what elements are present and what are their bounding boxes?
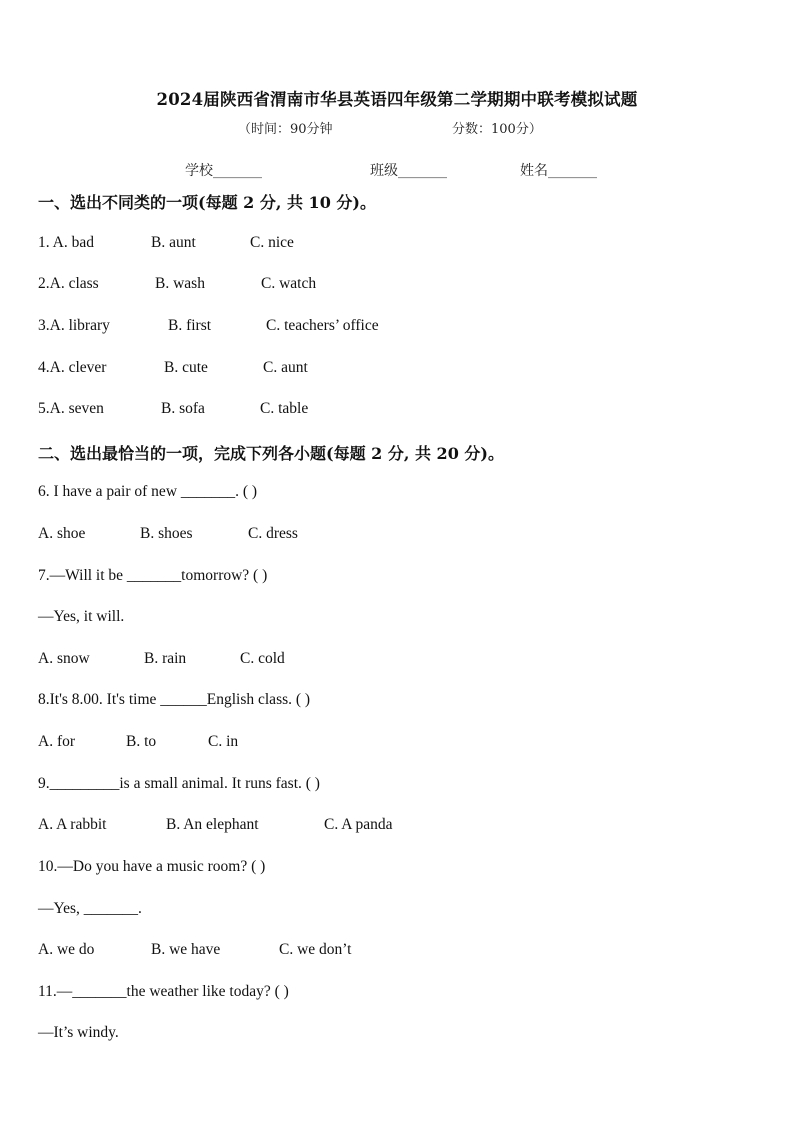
- q1-option-b[interactable]: B. aunt: [151, 234, 196, 251]
- q5-option-c[interactable]: C. table: [260, 400, 309, 417]
- exam-score: 分数：100分）: [452, 122, 542, 137]
- q6-option-c[interactable]: C. dress: [248, 525, 298, 542]
- page-title: 2024届陕西省渭南市华县英语四年级第二学期期中联考模拟试题: [156, 90, 638, 109]
- q10-option-a[interactable]: A. we do: [38, 941, 95, 958]
- q7-option-a[interactable]: A. snow: [38, 650, 90, 667]
- q9-option-a[interactable]: A. A rabbit: [38, 816, 107, 833]
- q2-option-b[interactable]: B. wash: [155, 275, 205, 292]
- q10-option-b[interactable]: B. we have: [151, 941, 221, 958]
- q3-option-a[interactable]: 3.A. library: [38, 317, 110, 334]
- q9-option-b[interactable]: B. An elephant: [166, 816, 259, 833]
- q6-option-b[interactable]: B. shoes: [140, 525, 193, 542]
- q10-answer-line: —Yes, _______.: [38, 900, 142, 917]
- name-field[interactable]: 姓名_______: [520, 163, 597, 179]
- q4-option-c[interactable]: C. aunt: [263, 359, 308, 376]
- q8-option-c[interactable]: C. in: [208, 733, 239, 750]
- question-7: 7.—Will it be _______tomorrow? ( ): [38, 567, 268, 584]
- question-10: 10.—Do you have a music room? ( ): [38, 858, 266, 875]
- question-6: 6. I have a pair of new _______. ( ): [38, 483, 258, 500]
- question-9: 9._________is a small animal. It runs fast. ( ): [38, 775, 320, 792]
- q11-answer-line: —It’s windy.: [38, 1024, 119, 1041]
- q4-option-a[interactable]: 4.A. clever: [38, 359, 107, 376]
- q8-option-a[interactable]: A. for: [38, 733, 76, 750]
- q6-option-a[interactable]: A. shoe: [38, 525, 86, 542]
- q4-option-b[interactable]: B. cute: [164, 359, 208, 376]
- section-2-heading: 二、选出最恰当的一项，完成下列各小题(每题 2 分, 共 20 分)。: [38, 444, 504, 463]
- q7-option-c[interactable]: C. cold: [240, 650, 285, 667]
- q3-option-b[interactable]: B. first: [168, 317, 212, 334]
- q1-option-a[interactable]: 1. A. bad: [38, 234, 94, 251]
- school-field[interactable]: 学校_______: [185, 163, 262, 179]
- q1-option-c[interactable]: C. nice: [250, 234, 294, 251]
- q2-option-c[interactable]: C. watch: [261, 275, 317, 292]
- q5-option-b[interactable]: B. sofa: [161, 400, 205, 417]
- q2-option-a[interactable]: 2.A. class: [38, 275, 99, 292]
- question-8: 8.It's 8.00. It's time ______English class. ( ): [38, 691, 311, 708]
- q10-option-c[interactable]: C. we don’t: [279, 941, 352, 958]
- q7-option-b[interactable]: B. rain: [144, 650, 187, 667]
- q5-option-a[interactable]: 5.A. seven: [38, 400, 104, 417]
- exam-time: （时间：90分钟: [238, 122, 333, 137]
- question-11: 11.—_______the weather like today? ( ): [38, 983, 289, 1000]
- q7-answer-line: —Yes, it will.: [38, 608, 125, 625]
- q8-option-b[interactable]: B. to: [126, 733, 157, 750]
- q3-option-c[interactable]: C. teachers’ office: [266, 317, 379, 334]
- section-1-heading: 一、选出不同类的一项(每题 2 分, 共 10 分)。: [38, 193, 376, 212]
- q9-option-c[interactable]: C. A panda: [324, 816, 393, 833]
- class-field[interactable]: 班级_______: [370, 163, 447, 179]
